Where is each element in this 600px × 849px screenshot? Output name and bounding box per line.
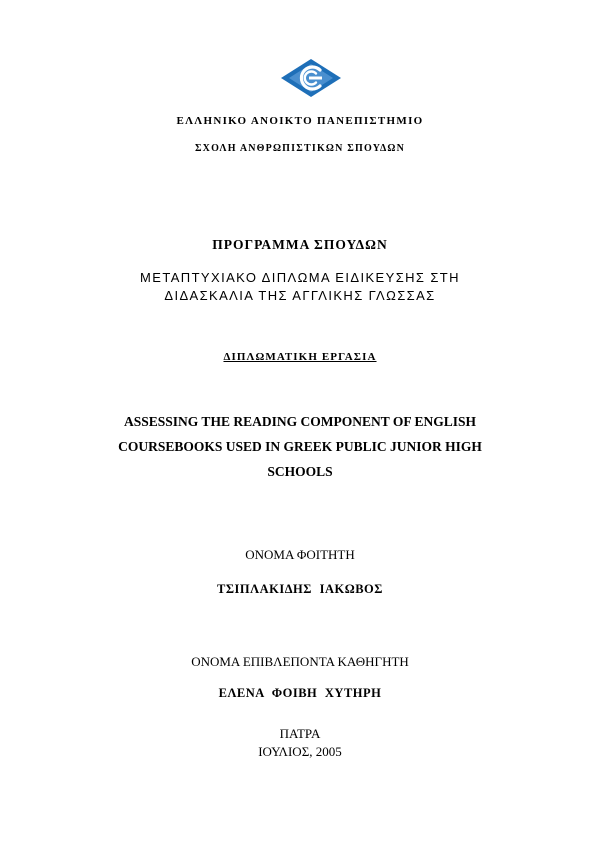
supervisor-name: ΕΛΕΝΑ ΦΟΙΒΗ ΧΥΤΗΡΗ — [218, 686, 382, 700]
thesis-title-line3: SCHOOLS — [267, 464, 333, 479]
date: ΙΟΥΛΙΟΣ, 2005 — [258, 744, 342, 759]
university-logo-icon — [280, 58, 342, 98]
student-label: ΟΝΟΜΑ ΦΟΙΤΗΤΗ — [245, 547, 355, 562]
thesis-title-line2: COURSEBOOKS USED IN GREEK PUBLIC JUNIOR HIGH — [118, 439, 482, 454]
thesis-label: ΔΙΠΛΩΜΑΤΙΚΗ ΕΡΓΑΣΙΑ — [223, 351, 377, 363]
city: ΠΑΤΡΑ — [279, 726, 321, 741]
program-subtitle-line2: ΔΙΔΑΣΚΑΛΙΑ ΤΗΣ ΑΓΓΛΙΚΗΣ ΓΛΩΣΣΑΣ — [164, 288, 436, 303]
program-subtitle-line1: ΜΕΤΑΠΤΥΧΙΑΚΟ ΔΙΠΛΩΜΑ ΕΙΔΙΚΕΥΣΗΣ ΣΤΗ — [140, 270, 460, 285]
school-name: ΣΧΟΛΗ ΑΝΘΡΩΠΙΣΤΙΚΩΝ ΣΠΟΥΔΩΝ — [194, 143, 406, 154]
supervisor-label: ΟΝΟΜΑ ΕΠΙΒΛΕΠΟΝΤΑ ΚΑΘΗΓΗΤΗ — [191, 654, 409, 669]
thesis-title-line1: ASSESSING THE READING COMPONENT OF ENGLISH — [124, 414, 476, 429]
student-name: ΤΣΙΠΛΑΚΙΔΗΣ ΙΑΚΩΒΟΣ — [217, 582, 383, 596]
program-title: ΠΡΟΓΡΑΜΜΑ ΣΠΟΥΔΩΝ — [212, 237, 388, 252]
university-name: ΕΛΛΗΝΙΚΟ ΑΝΟΙΚΤΟ ΠΑΝΕΠΙΣΤΗΜΙΟ — [176, 115, 424, 127]
